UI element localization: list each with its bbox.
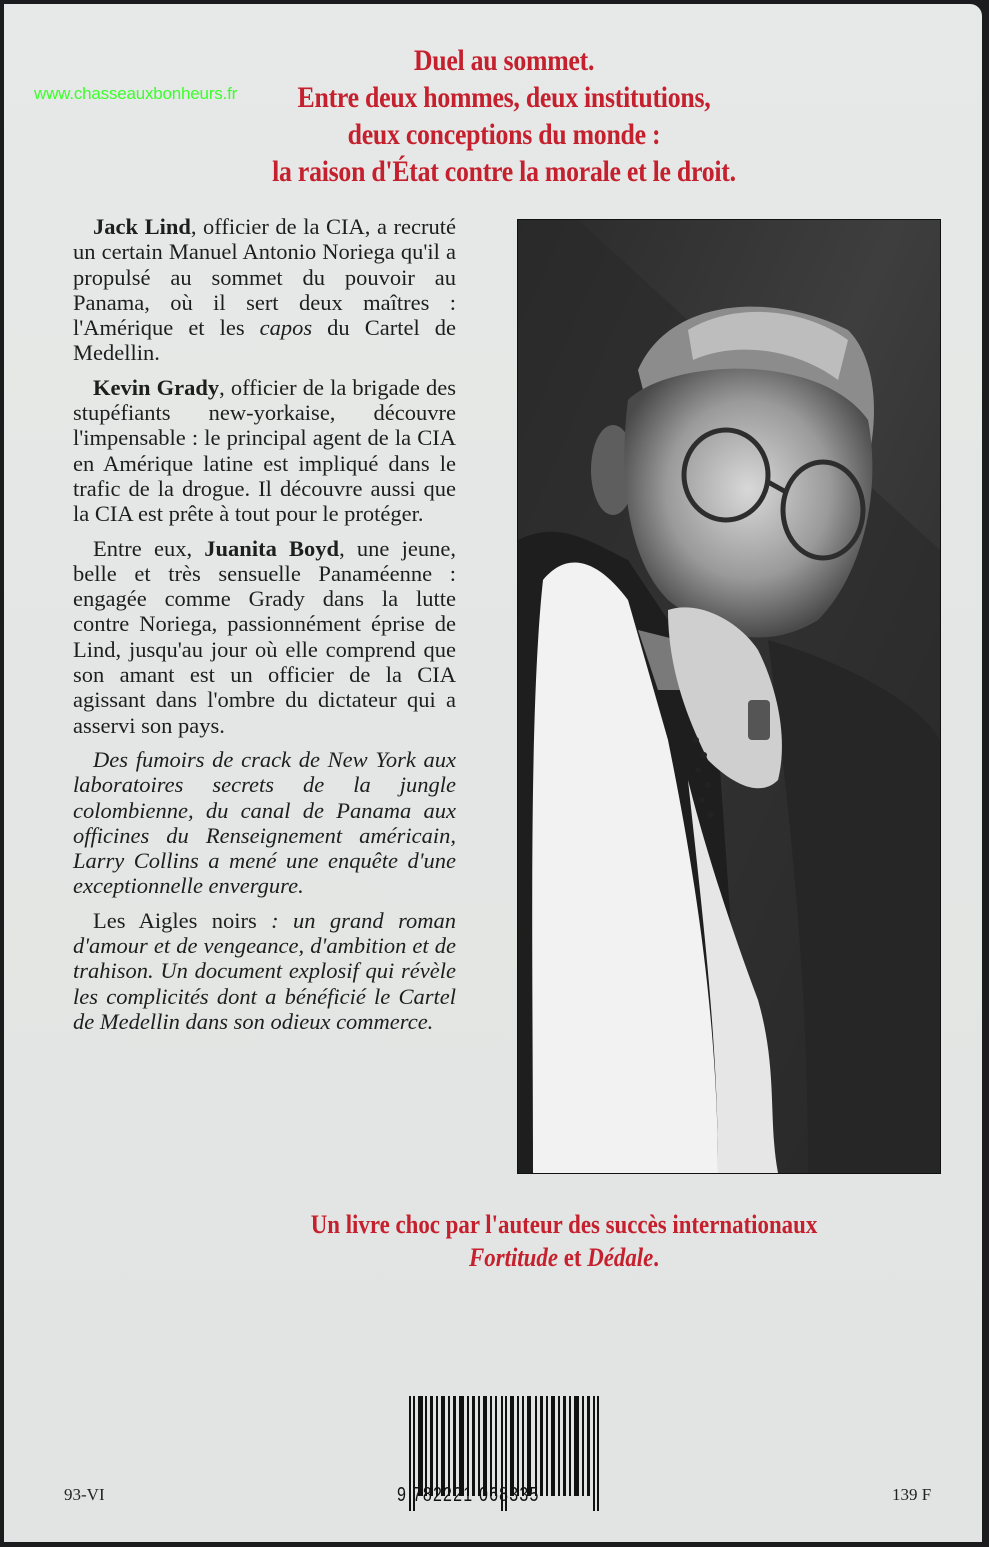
paragraph-enquete: Des fumoirs de crack de New York aux laboratoires secrets de la jungle colombienne, du canal de Panama aux officines du Renseignement américain, Larry Collins a mené une enquête d'une exceptionnelle envergure.: [73, 746, 456, 899]
paragraph-text: , officier de la CIA, a recruté un certain Manuel Antonio Noriega qu'il a propulsé au sommet du pouvoir au Panama, où il sert deux maîtres : l'Amérique et les: [73, 214, 456, 341]
author-portrait-photo: [517, 219, 941, 1174]
price-label: 139 F: [892, 1485, 932, 1504]
italic-word: capos: [259, 315, 313, 341]
paragraph-juanita-boyd: [73, 536, 456, 738]
paragraph-text: du Cartel de Medellin.: [73, 315, 456, 366]
paragraph-text: Entre eux,: [93, 535, 205, 561]
book-back-cover: [4, 4, 982, 1542]
author-tagline: [247, 1208, 881, 1274]
headline-line: la raison d'État contre la morale et le droit.: [272, 155, 736, 188]
paragraph-text: , officier de la brigade des stupéfiants new-yorkaise, découvre l'impensable : le principal agent de la CIA en Amérique latine est impliqué dans le trafic de la drogue. Il découvre aussi que la CIA est prête à tout pour le protéger.: [73, 374, 456, 527]
headline-line: Duel au sommet.: [413, 44, 595, 77]
tagline-line: Un livre choc par l'auteur des succès internationaux: [310, 1210, 818, 1239]
paragraph-text: , une jeune, belle et très sensuelle Panaméenne : engagée comme Grady dans la lutte contre Noriega, passionnément éprise de Lind, jusqu'au jour où elle comprend que son amant est un officier de la CIA agissant dans l'ombre du dictateur qui a asservi son pays.: [73, 535, 456, 738]
book-title: Les Aigles noirs: [93, 907, 257, 933]
watermark-url: www.chasseauxbonheurs.fr: [34, 84, 238, 103]
period: .: [653, 1243, 660, 1272]
headline-line: Entre deux hommes, deux institutions,: [297, 81, 711, 114]
connector-text: et: [557, 1243, 588, 1272]
character-name: Juanita Boyd: [204, 535, 340, 561]
paragraph-text: : un grand roman d'amour et de vengeance, d'ambition et de trahison. Un document explosif qui révèle les complicités dont a bénéficié le Cartel de Medellin dans son odieux commerce.: [73, 907, 456, 1034]
paragraph-jack-lind: [73, 214, 456, 366]
book-title-fortitude: Fortitude: [468, 1243, 558, 1272]
tagline-titles: [247, 1241, 881, 1274]
character-name: Jack Lind: [93, 214, 191, 239]
isbn-number: 9 782221 068335: [397, 1484, 540, 1506]
paragraph-kevin-grady: [73, 375, 456, 527]
watch-icon: [748, 700, 770, 740]
edition-code: 93-VI: [64, 1485, 105, 1504]
paragraph-les-aigles-noirs: [73, 908, 456, 1034]
headline-line: deux conceptions du monde :: [347, 118, 661, 151]
headline: [203, 42, 805, 190]
blurb-column: [73, 214, 456, 1043]
book-title-dedale: Dédale: [587, 1243, 654, 1272]
portrait-illustration: [518, 220, 940, 1173]
character-name: Kevin Grady: [93, 374, 220, 400]
